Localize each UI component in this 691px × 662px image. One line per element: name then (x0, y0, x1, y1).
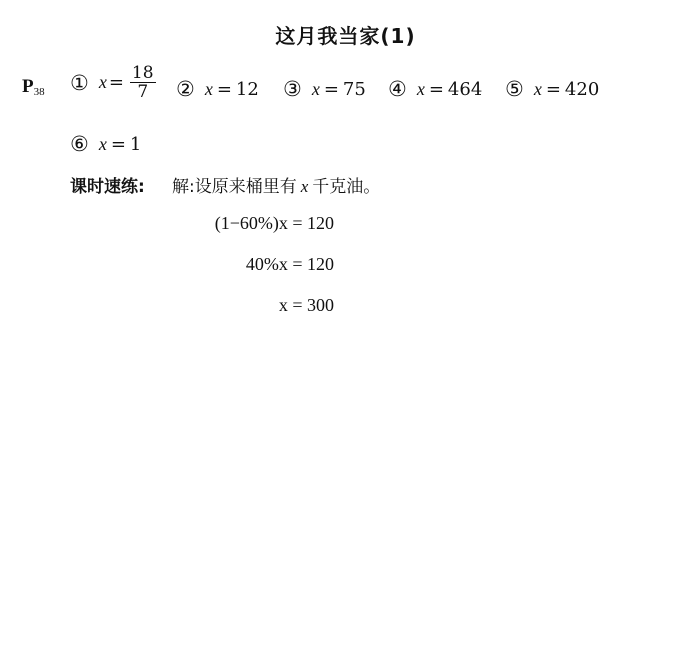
equation-step-3: x = 300 (278, 295, 334, 315)
answer-6 (70, 132, 141, 156)
equation-step-2: 40%x = 120 (245, 254, 334, 274)
answer-2 (176, 77, 259, 101)
equals-sign: = (323, 78, 339, 100)
solution-variable: x (300, 177, 309, 196)
equals-sign: = (545, 78, 561, 100)
answer-variable: x (533, 78, 542, 99)
answer-variable: x (98, 72, 107, 92)
answer-marker: ④ (388, 77, 407, 101)
equals-sign: = (216, 78, 232, 100)
page-title: 这月我当家(1) (275, 24, 416, 48)
equation-step-1: (1−60%)x = 120 (214, 213, 334, 233)
practice-separator: : (138, 177, 145, 197)
answer-value: 75 (342, 78, 366, 100)
answer-variable: x (98, 133, 107, 154)
answer-fraction (130, 64, 156, 101)
equals-sign: = (108, 72, 124, 93)
solution-intro-end: 千克油。 (312, 177, 381, 197)
answer-value: 464 (447, 78, 483, 100)
answer-variable: x (204, 78, 213, 99)
answer-4 (388, 77, 482, 101)
answer-variable: x (311, 78, 320, 99)
page-prefix: P (22, 76, 34, 97)
answer-3 (283, 77, 366, 101)
answer-marker: ② (176, 77, 195, 101)
answer-marker: ⑤ (505, 77, 524, 101)
answer-marker: ⑥ (70, 132, 89, 156)
answer-variable: x (416, 78, 425, 99)
answer-marker: ③ (283, 77, 302, 101)
fraction-denominator: 7 (137, 82, 149, 102)
answer-value: 420 (564, 78, 600, 100)
solution-intro-text: 解:设原来桶里有 (172, 177, 297, 197)
page-number: 38 (33, 86, 45, 98)
equals-sign: = (428, 78, 444, 100)
answer-value: 1 (129, 133, 142, 155)
answer-1 (70, 64, 156, 101)
answer-marker: ① (70, 70, 89, 95)
fraction-numerator: 18 (131, 63, 154, 83)
answer-5 (505, 77, 599, 101)
solution-intro (172, 172, 380, 197)
practice-label: 课时速练: (70, 177, 145, 197)
page-reference (22, 76, 45, 98)
equals-sign: = (110, 133, 126, 155)
answer-value: 12 (235, 78, 259, 100)
